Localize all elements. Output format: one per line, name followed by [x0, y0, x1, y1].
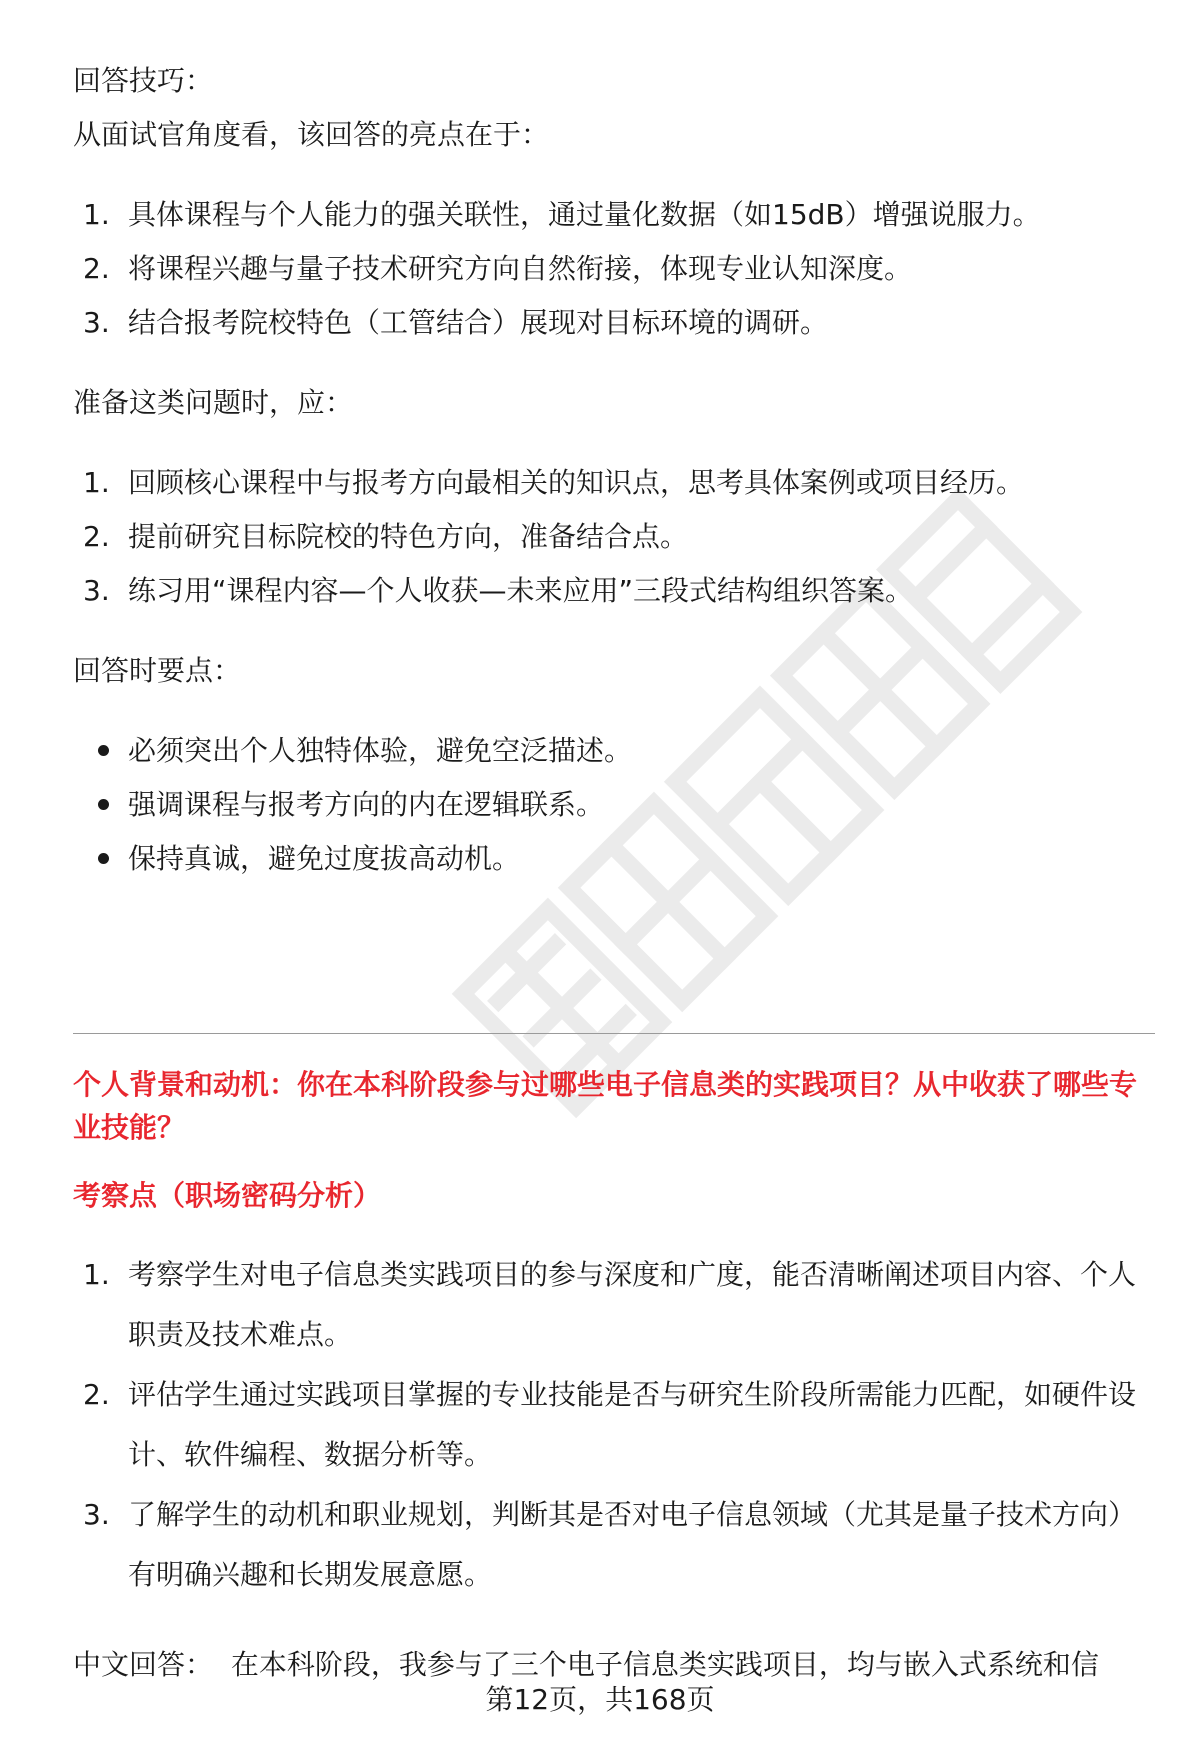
- answer-label: 中文回答：: [73, 1648, 214, 1681]
- page-number: 第12页，共168页: [485, 1683, 715, 1716]
- list-item-text: 评估学生通过实践项目掌握的专业技能是否与研究生阶段所需能力匹配，如硬件设计、软件编程、数据分析等。: [128, 1378, 1137, 1471]
- bullet-item-text: 强调课程与报考方向的内在逻辑联系。: [128, 788, 605, 821]
- bullet-item-text: 保持真诚，避免过度拔高动机。: [128, 842, 521, 875]
- list-marker: 3.: [83, 306, 110, 339]
- list-item-text: 提前研究目标院校的特色方向，准备结合点。: [128, 520, 689, 553]
- list-marker: 3.: [83, 574, 110, 607]
- answer-text: 在本科阶段，我参与了三个电子信息类实践项目，均与嵌入式系统和信: [230, 1648, 1099, 1681]
- list-item-text: 练习用“课程内容—个人收获—未来应用”三段式结构组织答案。: [128, 574, 914, 607]
- prep-title: 准备这类问题时，应：: [73, 386, 354, 419]
- list-item-text: 具体课程与个人能力的强关联性，通过量化数据（如15dB）增强说服力。: [128, 198, 1041, 231]
- exam-heading: 考察点（职场密码分析）: [73, 1179, 382, 1212]
- question-heading: 个人背景和动机：你在本科阶段参与过哪些电子信息类的实践项目？从中收获了哪些专业技能？: [73, 1068, 1138, 1144]
- tips-intro: 从面试官角度看，该回答的亮点在于：: [73, 118, 550, 151]
- list-item-text: 考察学生对电子信息类实践项目的参与深度和广度，能否清晰阐述项目内容、个人职责及技术难点。: [128, 1258, 1137, 1351]
- section-divider: [73, 1033, 1155, 1034]
- bullet-icon: [98, 745, 109, 756]
- list-marker: 3.: [83, 1498, 110, 1531]
- bullet-icon: [98, 799, 109, 810]
- keypoints-title: 回答时要点：: [73, 654, 242, 687]
- list-marker: 2.: [83, 520, 110, 553]
- list-marker: 2.: [83, 252, 110, 285]
- tips-title: 回答技巧：: [73, 64, 214, 97]
- bullet-icon: [98, 853, 109, 864]
- bullet-item-text: 必须突出个人独特体验，避免空泛描述。: [128, 734, 633, 767]
- list-marker: 2.: [83, 1378, 110, 1411]
- list-item-text: 结合报考院校特色（工管结合）展现对目标环境的调研。: [128, 306, 829, 339]
- list-item-text: 回顾核心课程中与报考方向最相关的知识点，思考具体案例或项目经历。: [128, 466, 1025, 499]
- list-item-text: 了解学生的动机和职业规划，判断其是否对电子信息领域（尤其是量子技术方向）有明确兴趣和长期发展意愿。: [128, 1498, 1137, 1591]
- list-item-text: 将课程兴趣与量子技术研究方向自然衔接，体现专业认知深度。: [128, 252, 913, 285]
- list-marker: 1.: [83, 466, 110, 499]
- list-marker: 1.: [83, 198, 110, 231]
- list-marker: 1.: [83, 1258, 110, 1291]
